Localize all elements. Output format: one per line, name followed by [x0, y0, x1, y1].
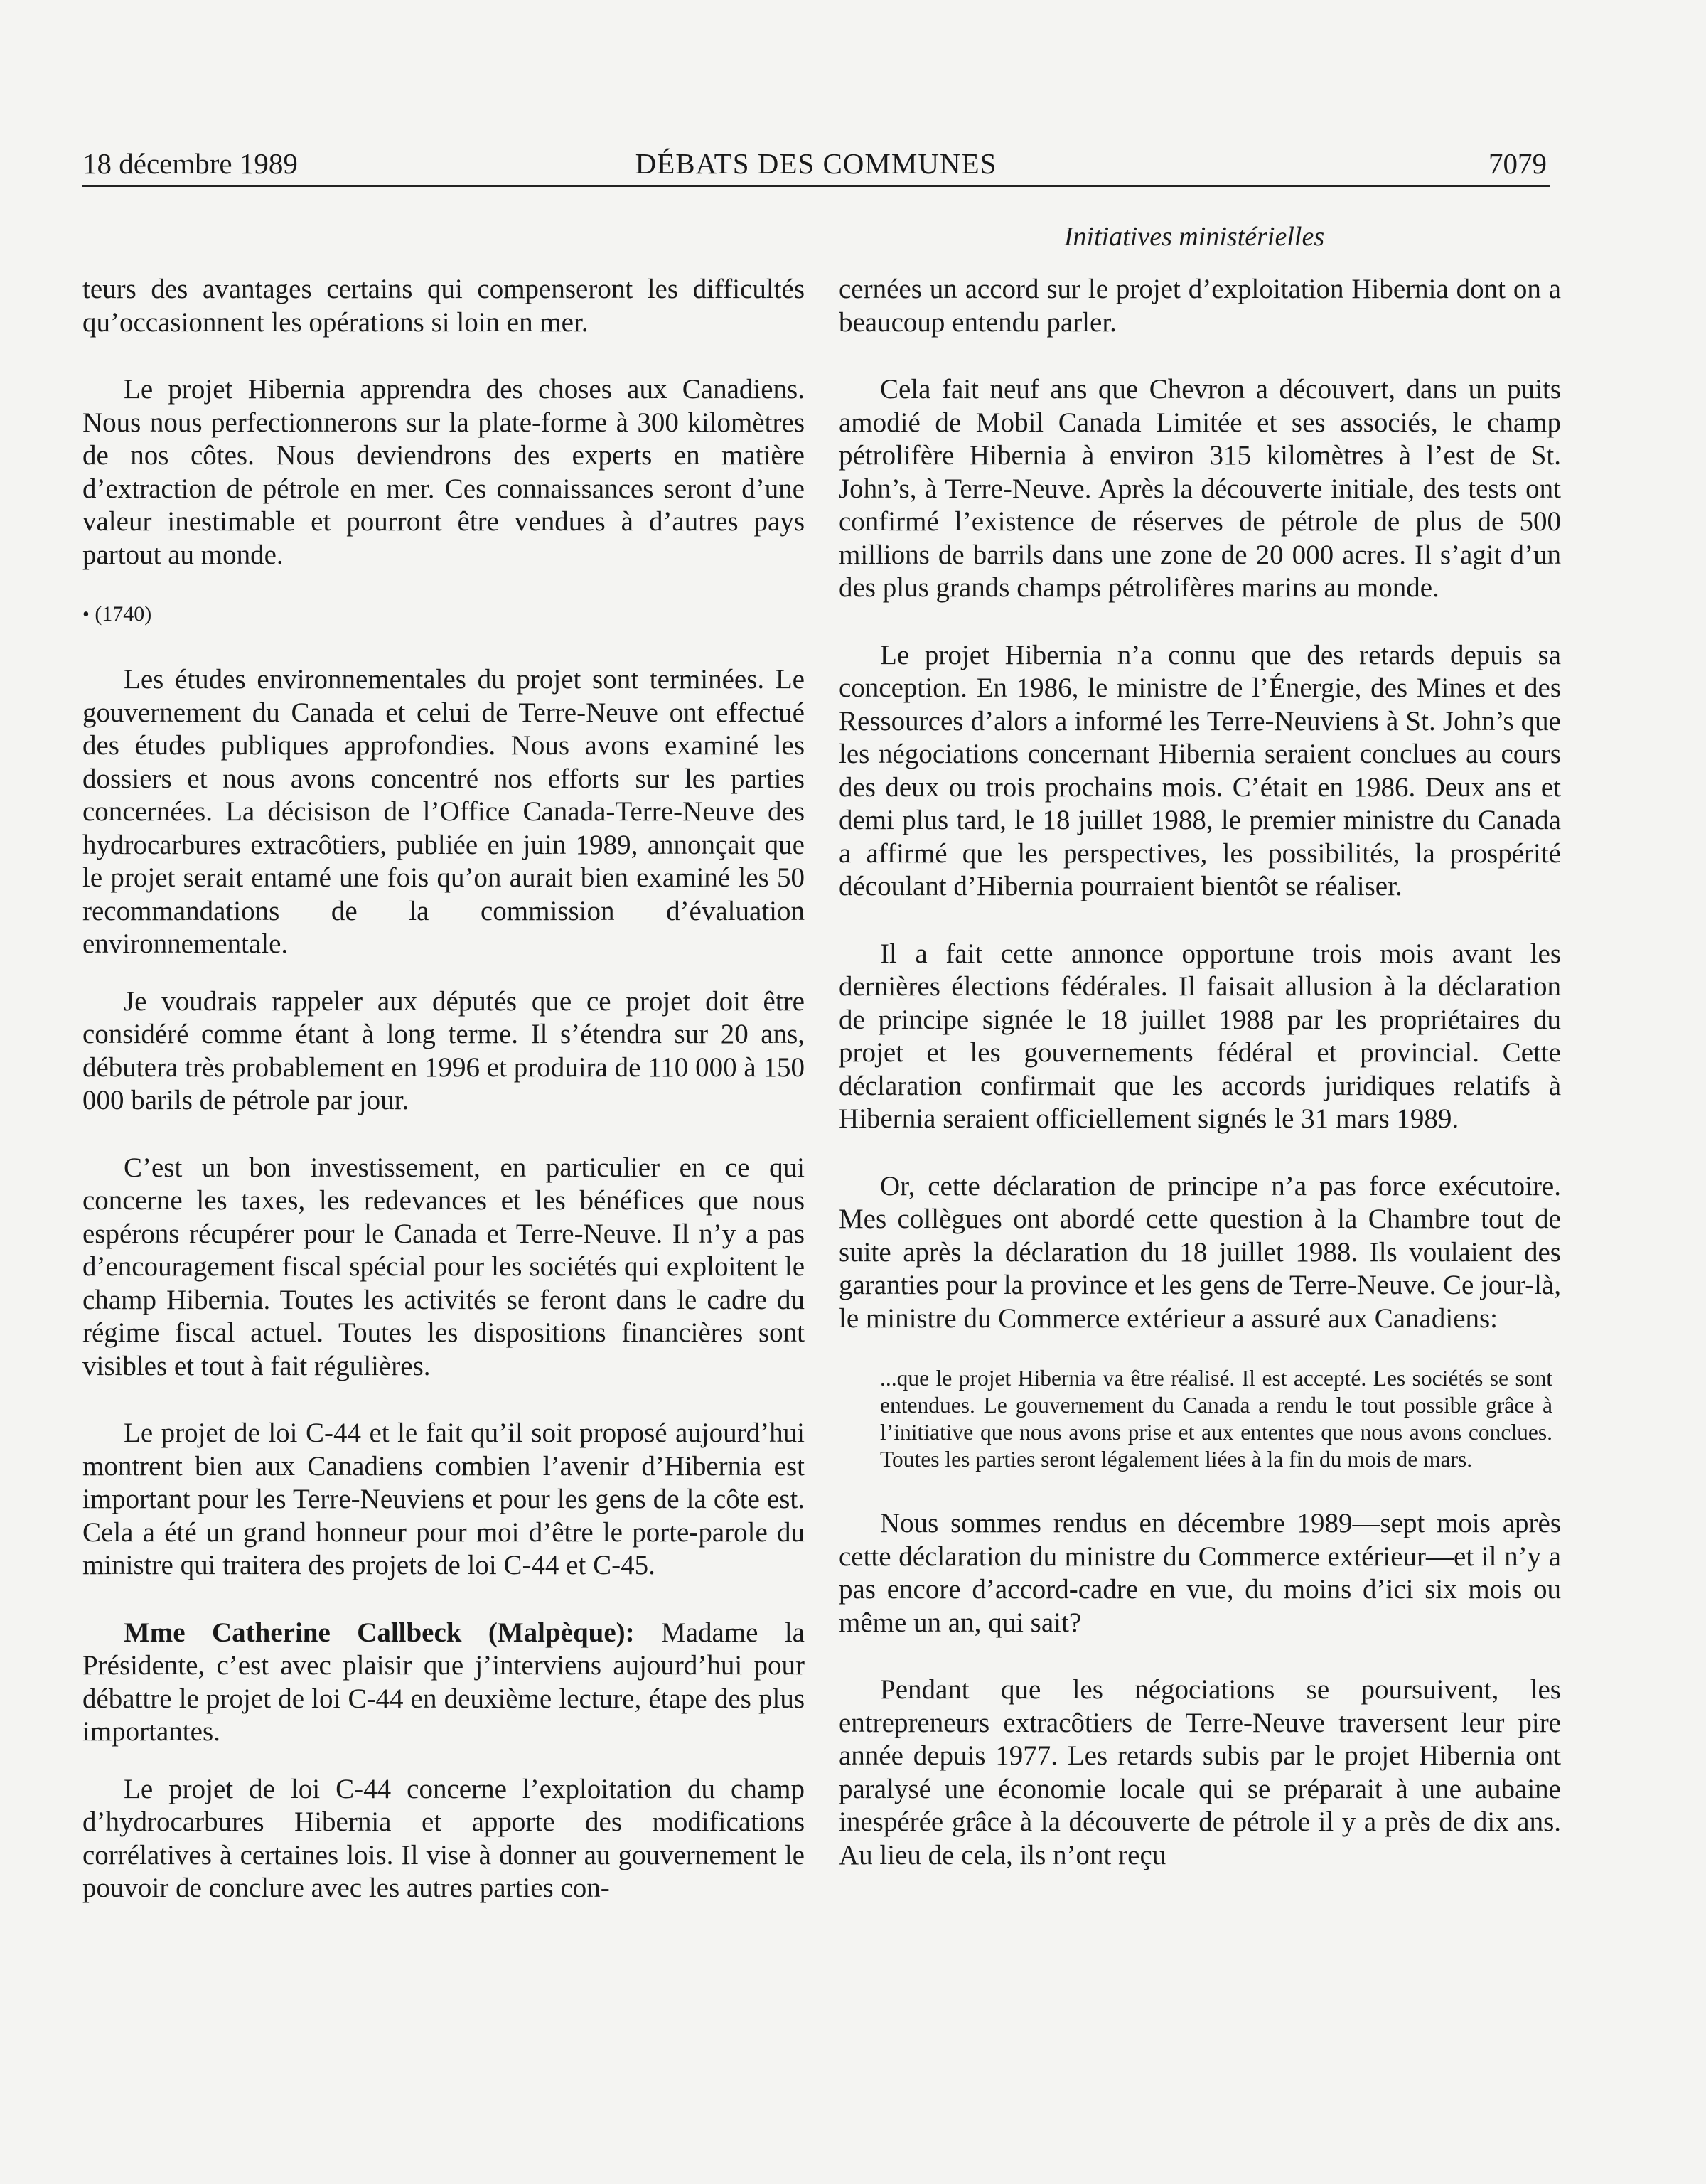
paragraph: Le projet Hibernia n’a connu que des retards depuis sa conception. En 1986, le ministre de l’Énergie, des Mines et des Ressources d’alors a informé les Terre-Neuviens à St. John’s que les négociations concernant Hibernia seraient conclues au cours des deux ou trois prochains mois. C’était en 1986. Deux ans et demi plus tard, le 18 juillet 1988, le premier ministre du Canada a affirmé que les perspectives, les possibilités, la prospérité découlant d’Hibernia pourraient bientôt se réaliser.	[839, 639, 1561, 901]
paragraph: Le projet Hibernia apprendra des choses aux Canadiens. Nous nous perfectionnerons sur la plate-forme à 300 kilomètres de nos côtes. Nous deviendrons des experts en matière d’extraction de pétrole en mer. Ces connaissances seront d’une valeur inestimable et pourront être vendues à d’autres pays partout au monde.	[82, 374, 805, 570]
right-column	[839, 273, 1561, 1872]
paragraph: Le projet de loi C-44 et le fait qu’il soit proposé aujourd’hui montrent bien aux Canadiens combien l’avenir d’Hibernia est important pour les Terre-Neuviens et pour les gens de la côte est. Cela a été un grand honneur pour moi d’être le porte-parole du ministre qui traitera des projets de loi C-44 et C-45.	[82, 1418, 805, 1580]
paragraph: Il a fait cette annonce opportune trois mois avant les dernières élections fédérales. Il faisait allusion à la déclaration de principe signée le 18 juillet 1988 par les propriétaires du projet et les gouvernements fédéral et provincial. Cette déclaration confirmait que les accords juridiques relatifs à Hibernia seraient officiellement signés le 31 mars 1989.	[839, 938, 1561, 1134]
paragraph: Nous sommes rendus en décembre 1989—sept mois après cette déclaration du ministre du Commerce extérieur—et il n’y a pas encore d’accord-cadre en vue, du moins d’ici six mois ou même un an, qui sait?	[839, 1508, 1561, 1638]
paragraph: Or, cette déclaration de principe n’a pas force exécutoire. Mes collègues ont abordé cette question à la Chambre tout de suite après la déclaration du 18 juillet 1988. Ils voulaient des garanties pour la province et les gens de Terre-Neuve. Ce jour-là, le ministre du Commerce extérieur a assuré aux Canadiens:	[839, 1170, 1561, 1334]
paragraph: C’est un bon investissement, en particulier en ce qui concerne les taxes, les redevances et les bénéfices que nous espérons récupérer pour le Canada et Terre-Neuve. Il n’y a pas d’encouragement fiscal spécial pour les sociétés qui exploitent le champ Hibernia. Toutes les activités se feront dans le cadre du régime fiscal actuel. Toutes les dispositions financières sont visibles et tout à fait régulières.	[82, 1152, 805, 1381]
block-quote: ...que le projet Hibernia va être réalisé. Il est accepté. Les sociétés se sont entendues. Le gouvernement du Canada a rendu le tout possible grâce à l’initiative que nous avons prise et aux ententes que nous avons conclues. Toutes les parties seront légalement liées à la fin du mois de mars.	[880, 1366, 1552, 1472]
header-date: 18 décembre 1989	[82, 147, 298, 180]
paragraph: teurs des avantages certains qui compenseront les difficultés qu’occasionnent les opérations si loin en mer.	[82, 274, 805, 338]
time-marker	[82, 600, 805, 629]
paragraph: Je voudrais rappeler aux députés que ce projet doit être considéré comme étant à long terme. Il s’étendra sur 20 ans, débutera très probablement en 1996 et produira de 110 000 à 150 000 barils de pétrole par jour.	[82, 985, 805, 1115]
bullet-icon: •	[82, 604, 90, 626]
header-rule	[82, 185, 1550, 187]
speaker-paragraph	[82, 1617, 805, 1749]
paragraph: Le projet de loi C-44 concerne l’exploitation du champ d’hydrocarbures Hibernia et apporte des modifications corrélatives à certaines lois. Il vise à donner au gouvernement le pouvoir de conclure avec les autres parties con-	[82, 1773, 805, 1903]
speaker-remarks: Madame la Présidente, c’est avec plaisir que j’interviens aujourd’hui pour débattre le projet de loi C-44 en deuxième lecture, étape des plus importantes.	[82, 1617, 805, 1747]
speaker-name: Mme Catherine Callbeck (Malpèque):	[124, 1617, 635, 1648]
section-label: Initiatives ministérielles	[1063, 222, 1325, 252]
page-header	[82, 145, 1550, 182]
paragraph: Les études environnementales du projet sont terminées. Le gouvernement du Canada et celui de Terre-Neuve ont effectué des études publiques approfondies. Nous avons examiné les dossiers et nous avons concentré nos efforts sur les parties concernées. La décisison de l’Office Canada-Terre-Neuve des hydrocarbures extracôtiers, publiée en juin 1989, annonçait que le projet serait entamé une fois qu’on aurait bien examiné les 50 recommandations de la commission d’évaluation environnementale.	[82, 664, 805, 959]
page-number: 7079	[1488, 147, 1547, 180]
paragraph: Pendant que les négociations se poursuivent, les entrepreneurs extracôtiers de Terre-Neuve traversent leur pire année depuis 1977. Les retards subis par le projet Hibernia ont paralysé une économie locale qui se préparait à une aubaine inespérée grâce à la découverte de pétrole il y a près de dix ans. Au lieu de cela, ils n’ont reçu	[839, 1674, 1561, 1870]
left-column	[82, 273, 805, 1905]
paragraph: cernées un accord sur le projet d’exploitation Hibernia dont on a beaucoup entendu parler.	[839, 274, 1561, 338]
paragraph: Cela fait neuf ans que Chevron a découvert, dans un puits amodié de Mobil Canada Limitée et ses associés, le champ pétrolifère Hibernia à environ 315 kilomètres à l’est de St. John’s, à Terre-Neuve. Après la découverte initiale, des tests ont confirmé l’existence de réserves de pétrole de plus de 500 millions de barrils dans une zone de 20 000 acres. Il s’agit d’un des plus grands champs pétrolifères marins au monde.	[839, 374, 1561, 603]
time-marker-text: (1740)	[95, 602, 152, 626]
publication-title: DÉBATS DES COMMUNES	[635, 147, 997, 180]
